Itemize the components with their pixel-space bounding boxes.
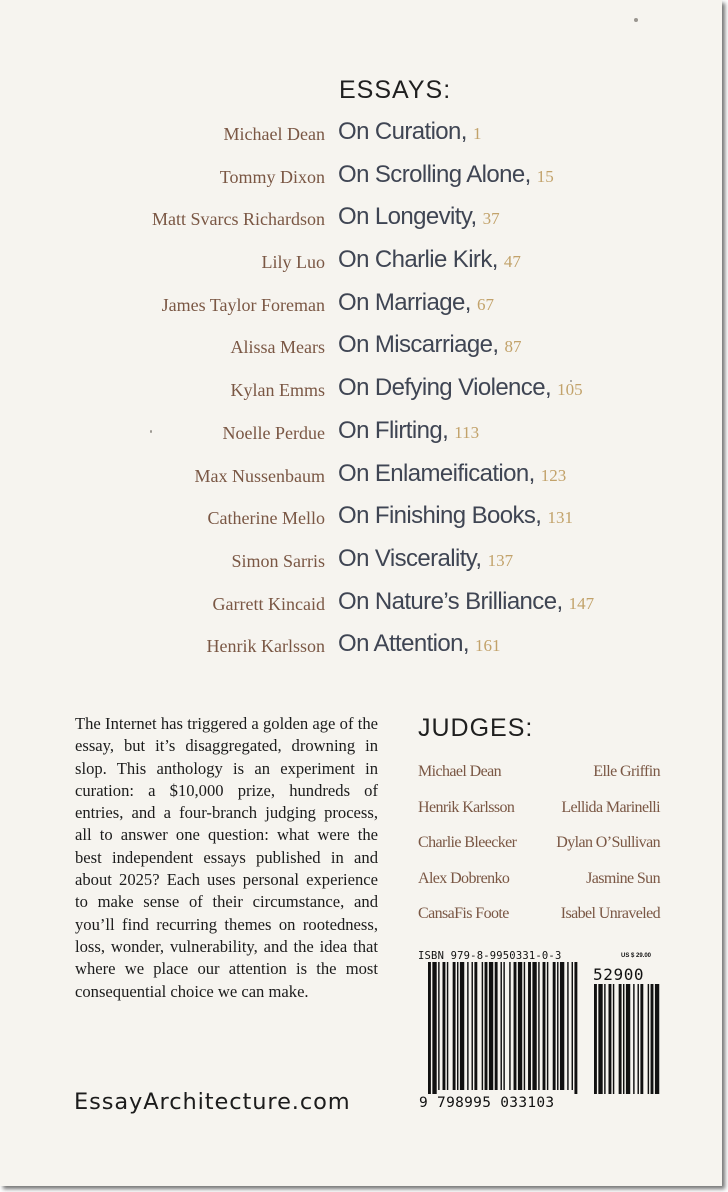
essay-title: On Attention, — [338, 630, 469, 658]
barcode-bar — [489, 962, 493, 1090]
barcode-bar — [623, 984, 624, 1094]
essay-entry — [0, 626, 722, 669]
barcode-bar — [438, 962, 439, 1090]
judge-row — [418, 870, 660, 906]
barcode-bar — [598, 984, 602, 1094]
essay-entry — [0, 370, 722, 413]
essay-page-number: 67 — [476, 294, 494, 314]
essay-page-number: 147 — [568, 593, 595, 613]
essay-title-line — [338, 545, 513, 573]
barcode-bar — [432, 962, 436, 1094]
essay-page-number: 161 — [475, 636, 501, 656]
barcode-bar — [655, 984, 659, 1094]
essay-title-line — [338, 588, 594, 616]
essay-title: On Defying Violence, — [338, 374, 552, 402]
barcode-bar — [547, 962, 548, 1090]
barcode-bar — [633, 984, 634, 1094]
essay-page-number: 1 — [472, 124, 482, 143]
essay-title-line — [338, 203, 500, 231]
judge-name: Jasmine Sun — [586, 869, 660, 887]
essay-entry — [0, 327, 722, 370]
essay-title-line — [338, 460, 566, 488]
barcode-bar — [609, 984, 612, 1094]
judges-list — [418, 763, 660, 941]
essay-page-number: 123 — [540, 465, 567, 485]
essay-title-line — [338, 246, 521, 274]
essay-title-line — [338, 331, 521, 359]
essay-entry — [0, 584, 722, 627]
paper-speck — [634, 18, 638, 22]
essay-title: On Scrolling Alone, — [338, 160, 531, 188]
barcode-bar — [443, 962, 446, 1090]
essay-title: On Charlie Kirk, — [338, 246, 498, 274]
essay-author: James Taylor Foreman — [161, 294, 325, 315]
essay-author: Max Nussenbaum — [194, 465, 325, 486]
essay-entry — [0, 456, 722, 499]
barcode-bar — [482, 962, 483, 1090]
essay-entry — [0, 498, 722, 541]
barcode-bar — [638, 984, 639, 1094]
essay-entry — [0, 242, 722, 285]
essay-author: Noelle Perdue — [222, 422, 325, 443]
essay-author: Kylan Emms — [230, 380, 325, 401]
barcode-bar — [651, 984, 654, 1094]
essay-title: On Longevity, — [338, 203, 477, 231]
essay-author: Alissa Mears — [230, 337, 325, 358]
barcode-bar — [503, 962, 504, 1090]
barcode-bar — [467, 962, 468, 1090]
barcode-bar — [572, 962, 573, 1090]
barcode-bar — [532, 962, 536, 1090]
judge-name: Henrik Karlsson — [418, 798, 515, 816]
barcode-bar — [518, 962, 522, 1090]
essay-page-number: 87 — [504, 337, 522, 357]
barcode-bar — [447, 962, 448, 1090]
essay-title-line — [338, 289, 494, 317]
barcode-bar — [648, 984, 649, 1094]
essay-title: On Curation, — [338, 118, 467, 145]
essay-page-number: 137 — [487, 550, 514, 570]
essay-page-number: 47 — [503, 252, 521, 272]
essay-page-number: 37 — [482, 209, 500, 229]
barcode-bar — [474, 962, 477, 1090]
barcode-bar — [557, 962, 558, 1090]
judge-name: Charlie Bleecker — [418, 834, 517, 851]
barcode-bar — [501, 962, 502, 1090]
essay-entry — [0, 541, 722, 584]
judge-name: Michael Dean — [418, 763, 501, 780]
website-url: EssayArchitecture.com — [74, 1089, 351, 1115]
judge-name: Dylan O’Sullivan — [556, 834, 660, 851]
judge-row — [418, 834, 660, 870]
judge-row — [418, 763, 660, 799]
barcode-digits: 9 798995 033103 — [419, 1095, 555, 1111]
barcode-bar — [485, 962, 488, 1090]
essays-list — [0, 114, 722, 669]
essays-heading: ESSAYS: — [339, 76, 452, 104]
barcode-bar — [524, 962, 525, 1090]
essay-title: On Flirting, — [338, 416, 449, 444]
essay-title: On Finishing Books, — [338, 502, 542, 530]
essay-title: On Viscerality, — [338, 544, 482, 572]
barcode-bar — [594, 984, 597, 1094]
price-label: US $ 29.00 — [621, 953, 652, 959]
essay-title-line — [338, 374, 583, 402]
barcode-bar — [428, 962, 431, 1094]
barcode-bar — [457, 962, 458, 1090]
essay-title-line — [338, 161, 554, 189]
judge-row — [418, 799, 660, 835]
judge-name: Elle Griffin — [593, 763, 660, 780]
essay-title-line — [338, 118, 481, 146]
essay-author: Lily Luo — [261, 252, 325, 273]
essay-author: Michael Dean — [223, 124, 325, 144]
essay-title: On Miscarriage, — [338, 331, 499, 359]
essay-page-number: 131 — [547, 508, 573, 528]
barcode-bar — [495, 962, 498, 1090]
barcode-bar — [538, 962, 539, 1090]
essay-author: Catherine Mello — [207, 508, 325, 529]
barcode-bar — [640, 984, 643, 1094]
essay-author: Matt Svarcs Richardson — [152, 209, 325, 230]
essay-author: Henrik Karlsson — [206, 636, 325, 657]
barcode-bar — [574, 962, 577, 1094]
essay-entry — [0, 114, 722, 157]
barcode-bar — [528, 962, 531, 1090]
barcode-bar — [613, 984, 614, 1094]
barcode-bar — [553, 962, 556, 1090]
barcode-bar — [604, 984, 605, 1094]
barcode-bar — [543, 962, 546, 1090]
essay-title: On Enlameification, — [338, 459, 535, 487]
essay-entry — [0, 285, 722, 328]
essay-title-line — [338, 630, 501, 658]
essay-entry — [0, 413, 722, 456]
barcode-bar — [567, 962, 568, 1090]
barcode-bar — [619, 984, 622, 1094]
essay-author: Simon Sarris — [231, 550, 325, 571]
barcode-bar — [453, 962, 456, 1090]
judge-name: Alex Dobrenko — [418, 869, 510, 887]
barcode-bar — [509, 962, 510, 1090]
essay-page-number: 105 — [557, 380, 583, 400]
essay-author: Garrett Kincaid — [212, 593, 325, 614]
essay-entry — [0, 199, 722, 242]
barcode-bar — [460, 962, 464, 1090]
isbn-label: ISBN 979-8-9950331-0-3 — [418, 950, 562, 962]
barcode-bar — [514, 962, 517, 1090]
barcode-bar — [560, 962, 564, 1090]
book-blurb: The Internet has triggered a golden age of the essay, but it’s disaggregated, drowning in slop. This anthology is an experiment in curation: a $10,000 prize, hundreds of entries, and a four-branch judging process, all to answer one question: what were the best independent essays published in and about 2025? Each uses personal experience to make sense of their circumstance, and you’ll find recurring themes on rootedness, loss, wonder, vulnerability, and the idea that where we place our attention is the most consequential choice we can make. — [75, 714, 378, 1001]
barcode-addon-digits: 52900 — [593, 965, 645, 984]
essay-page-number: 15 — [536, 166, 554, 186]
judge-name: CansaFis Foote — [418, 905, 509, 922]
judge-row — [418, 905, 660, 941]
barcode-bar — [472, 962, 473, 1090]
essay-author: Tommy Dixon — [219, 166, 325, 187]
essay-page-number: 113 — [454, 422, 480, 442]
essay-title-line — [338, 502, 573, 530]
barcode-bar — [626, 984, 630, 1094]
judge-name: Lellida Marinelli — [561, 798, 660, 816]
essay-title: On Marriage, — [338, 288, 471, 316]
essay-entry — [0, 157, 722, 200]
essay-title-line — [338, 417, 479, 445]
essay-title: On Nature’s Brilliance, — [338, 587, 563, 615]
judge-name: Isabel Unraveled — [560, 905, 660, 922]
judges-heading: JUDGES: — [418, 714, 534, 742]
barcode-bars — [418, 962, 660, 1094]
